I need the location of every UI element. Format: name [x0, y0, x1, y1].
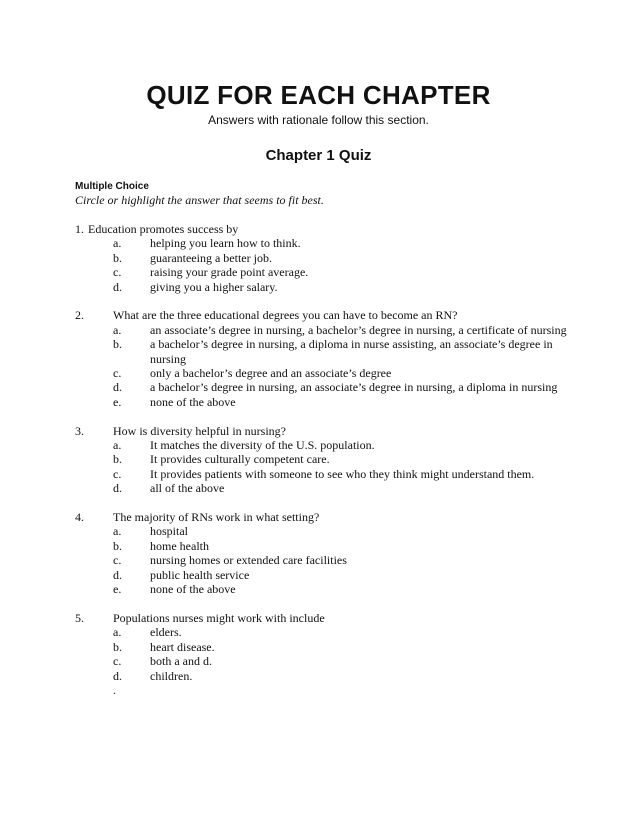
- answer-option[interactable]: [75, 366, 575, 380]
- answer-option[interactable]: [75, 323, 575, 337]
- question-number: 2.: [75, 308, 84, 323]
- section-label: Multiple Choice: [75, 181, 149, 192]
- option-text: It provides culturally competent care.: [150, 452, 330, 467]
- answer-option[interactable]: [75, 280, 575, 294]
- option-letter: d.: [113, 567, 122, 582]
- option-letter: c.: [113, 654, 122, 669]
- answer-option[interactable]: [75, 640, 575, 654]
- answer-option[interactable]: [75, 654, 575, 668]
- option-text: a bachelor’s degree in nursing, an associate’s degree in nursing, a diploma in nursing: [150, 380, 558, 395]
- option-letter: c.: [113, 366, 122, 381]
- question: [75, 611, 575, 697]
- option-letter: e.: [113, 394, 122, 409]
- answer-option[interactable]: [75, 539, 575, 553]
- option-letter: b.: [113, 452, 122, 467]
- answer-option[interactable]: [75, 395, 575, 409]
- answer-option[interactable]: [75, 438, 575, 452]
- option-letter: b.: [113, 639, 122, 654]
- answer-option[interactable]: [75, 265, 575, 279]
- question-number: 5.: [75, 610, 84, 625]
- question: [75, 424, 575, 496]
- question-number: 3.: [75, 423, 84, 438]
- option-text: helping you learn how to think.: [150, 236, 301, 251]
- question-text: What are the three educational degrees you can have to become an RN?: [113, 308, 458, 323]
- option-text: heart disease.: [150, 639, 215, 654]
- answer-option[interactable]: [75, 452, 575, 466]
- option-text: elders.: [150, 625, 182, 640]
- option-text: raising your grade point average.: [150, 265, 309, 280]
- option-letter: d.: [113, 481, 122, 496]
- option-letter: a.: [113, 524, 122, 539]
- option-letter: b.: [113, 337, 122, 352]
- option-text: public health service: [150, 567, 250, 582]
- option-text: guaranteeing a better job.: [150, 250, 272, 265]
- page-title: QUIZ FOR EACH CHAPTER: [146, 80, 491, 110]
- option-text: It provides patients with someone to see who they think might understand them.: [150, 466, 535, 481]
- option-text: nursing homes or extended care facilities: [150, 553, 347, 568]
- option-text: giving you a higher salary.: [150, 279, 278, 294]
- option-letter: e.: [113, 582, 122, 597]
- answer-option[interactable]: [75, 568, 575, 582]
- option-letter: a.: [113, 322, 122, 337]
- option-text: children.: [150, 668, 193, 683]
- answer-option[interactable]: [75, 337, 575, 366]
- option-letter: a.: [113, 625, 122, 640]
- answer-option[interactable]: [75, 481, 575, 495]
- answer-option[interactable]: [75, 251, 575, 265]
- chapter-heading: Chapter 1 Quiz: [265, 147, 372, 164]
- question-text: Populations nurses might work with include: [113, 610, 325, 625]
- answer-option[interactable]: [75, 524, 575, 538]
- question-number: 1.: [75, 222, 84, 236]
- option-letter: c.: [113, 466, 122, 481]
- option-letter: c.: [113, 265, 122, 280]
- option-text: none of the above: [150, 394, 236, 409]
- answer-option[interactable]: [75, 669, 575, 683]
- option-text: all of the above: [150, 481, 225, 496]
- answer-option[interactable]: [75, 236, 575, 250]
- question-text: Education promotes success by: [88, 222, 239, 236]
- option-text: none of the above: [150, 582, 236, 597]
- option-text: both a and d.: [150, 654, 212, 669]
- answer-option[interactable]: [75, 467, 575, 481]
- page-subtitle: Answers with rationale follow this section.: [208, 113, 429, 127]
- question-text: How is diversity helpful in nursing?: [113, 423, 286, 438]
- question: [75, 222, 575, 294]
- option-letter: b.: [113, 538, 122, 553]
- option-letter: a.: [113, 438, 122, 453]
- option-text: a bachelor’s degree in nursing, a diploma in nurse assisting, an associate’s degree in nursing: [150, 337, 553, 366]
- trailing-mark: .: [113, 682, 116, 697]
- option-text: an associate’s degree in nursing, a bachelor’s degree in nursing, a certificate of nursing: [150, 322, 567, 337]
- option-text: home health: [150, 538, 209, 553]
- option-letter: d.: [113, 279, 122, 294]
- option-text: only a bachelor’s degree and an associate’s degree: [150, 366, 392, 381]
- option-letter: d.: [113, 668, 122, 683]
- question-number: 4.: [75, 510, 84, 525]
- option-letter: b.: [113, 250, 122, 265]
- question-text: The majority of RNs work in what setting?: [113, 510, 320, 525]
- question-list: [75, 222, 575, 697]
- answer-option[interactable]: [75, 625, 575, 639]
- question: [75, 510, 575, 596]
- answer-option[interactable]: [75, 553, 575, 567]
- question: [75, 308, 575, 409]
- option-letter: d.: [113, 380, 122, 395]
- option-letter: c.: [113, 553, 122, 568]
- option-text: It matches the diversity of the U.S. population.: [150, 438, 375, 453]
- option-letter: a.: [113, 236, 122, 251]
- instructions: Circle or highlight the answer that seems to fit best.: [75, 193, 324, 207]
- option-text: hospital: [150, 524, 188, 539]
- answer-option[interactable]: [75, 582, 575, 596]
- answer-option[interactable]: [75, 380, 575, 394]
